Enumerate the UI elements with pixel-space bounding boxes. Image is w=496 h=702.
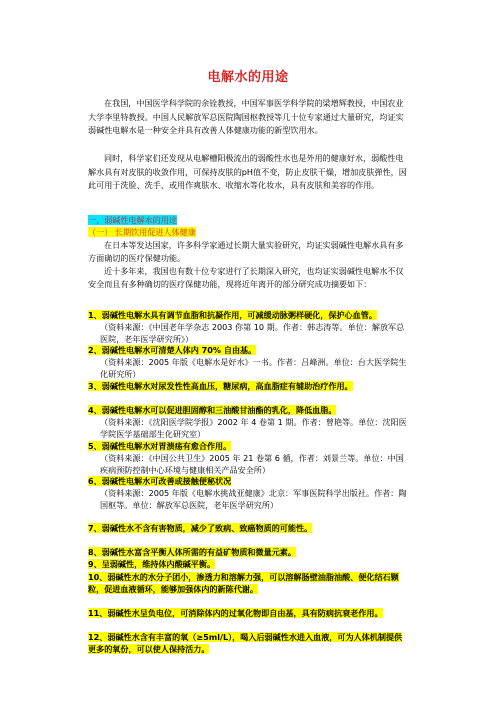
- benefit-item-source: （资料来源：2005 年版《电解水是好水》一书。作者：吕峰洲。单位：台大医学院生化研究所）: [100, 357, 407, 379]
- benefit-item: [88, 380, 410, 392]
- benefit-item-text: 7、弱碱性水不含有害物质，减少了致病、致癌物质的可能性。: [88, 523, 313, 533]
- benefit-item: [88, 558, 410, 570]
- benefit-item-text: 2、弱碱性电解水可清楚人体内 70% 自由基。: [88, 345, 257, 355]
- benefit-item: [88, 522, 410, 534]
- benefit-item: [88, 546, 410, 558]
- subsection-paragraph-2: 近十多年来，我国也有数十位专家进行了长期深入研究，也均证实弱碱性电解水不仅安全而且有多种确切的医疗保健功能，现将近年离开的部分研究成功摘要如下：: [88, 266, 404, 289]
- intro-paragraph-2: 同时，科学家们还发现从电解槽阳极流出的弱酸性水也是外用的健康好水，弱酸性电解水具有对皮肤的收敛作用，可保持皮肤的pH值不变，防止皮肤干燥，增加皮肤弹性，因此可用于洗脸、洗手、或用作爽肤水、收缩水等化妆水，具有皮肤和美容的作用。: [88, 153, 407, 191]
- benefit-item-text: 6、弱碱性电解水可改善或接触便秘状况: [88, 476, 232, 486]
- benefit-item-text: 10、弱碱性水的水分子团小，渗透力和溶解力强，可以溶解肠壁油脂油酸、便化结石颗粒，促进血液循环，能够加强体内的新陈代谢。: [88, 572, 399, 594]
- subsection-paragraph-1: 在日本等发达国家，许多科学家通过长期大量实验研究，均证实弱碱性电解水具有多方面确切的医疗保健功能。: [88, 240, 404, 263]
- benefit-item-text: 9、呈弱碱性，维持体内酸碱平衡。: [88, 559, 216, 569]
- benefit-item-source: （资料来源：2005 年版《电解水挑战亚健康》北京：军事医院科学出版社。作者：陶国枢等。单位：解放军总医院，老年医学研究所）: [100, 488, 407, 510]
- benefit-item-text: 4、弱碱性电解水可以促进胆固醇和三油酸甘油酯的乳化，降低血脂。: [88, 405, 337, 415]
- benefit-item-source: （资料来源：《中国公共卫生》2005 年 21 卷第 6 循，作者：刘景兰等。单位：中国疾病预防控制中心环境与健康相关产品安全所）: [100, 453, 404, 475]
- benefit-item-source: （资料来源：《中国老年学杂志 2003 你第 10 期。作者：韩志涛等。单位：解放军总医院，老年医学研究所》）: [100, 322, 405, 344]
- intro-paragraph-1: 在我国，中国医学科学院的余铨教授，中国军事医学科学院的梁增辉教授，中国农业大学李里特教授。中国人民解放军总医院陶国枢教授等几十位专家通过大量研究，均证实弱碱性电解水是一种安全并具有改善人体健康功能的新型饮用水。: [88, 98, 404, 136]
- benefit-item-source: （资料来源：《沈阳医学院学报》2002 年 4 卷第 1 期。作者：曾艳等。单位：沈阳医学院医学基础部生化研究室）: [100, 417, 407, 439]
- section-heading-1: 一、弱碱性电解水的用途: [88, 215, 178, 225]
- benefit-item-text: 8、弱碱性水富含平衡人体所需的有益矿物质和微量元素。: [88, 547, 296, 557]
- benefit-item: [88, 607, 410, 619]
- benefit-item: [88, 404, 410, 416]
- benefit-item-text: 1、弱碱性电解水具有调节血脂和抗凝作用，可减缓动脉粥样硬化，保护心血管。: [88, 310, 377, 320]
- page-title: 电解水的用途: [207, 70, 289, 85]
- benefit-item-text: 11、弱碱性水呈负电位，可消除体内的过氧化物即自由基，具有防病抗衰老作用。: [88, 608, 383, 618]
- benefit-item: [88, 571, 410, 595]
- benefit-item-text: 12、弱碱性水含有丰富的氧（≥5ml/L），喝入后弱碱性水进入血液，可为人体机制提供更多的氧份，可以使人保持活力。: [88, 632, 403, 654]
- benefit-item-text: 3、弱碱性电解水对尿发性性高血压，糖尿病，高血脂症有辅助治疗作用。: [88, 381, 353, 391]
- benefit-item-text: 5、弱碱性电解水对胃溃疡有愈合作用。: [88, 441, 232, 451]
- subsection-heading-1: （一） 长期饮用促进人体健康: [88, 227, 196, 237]
- benefit-item: [88, 475, 410, 487]
- benefit-item: [88, 631, 410, 655]
- benefit-item: [88, 440, 410, 452]
- benefit-item: [88, 344, 410, 356]
- benefit-item: [88, 309, 410, 321]
